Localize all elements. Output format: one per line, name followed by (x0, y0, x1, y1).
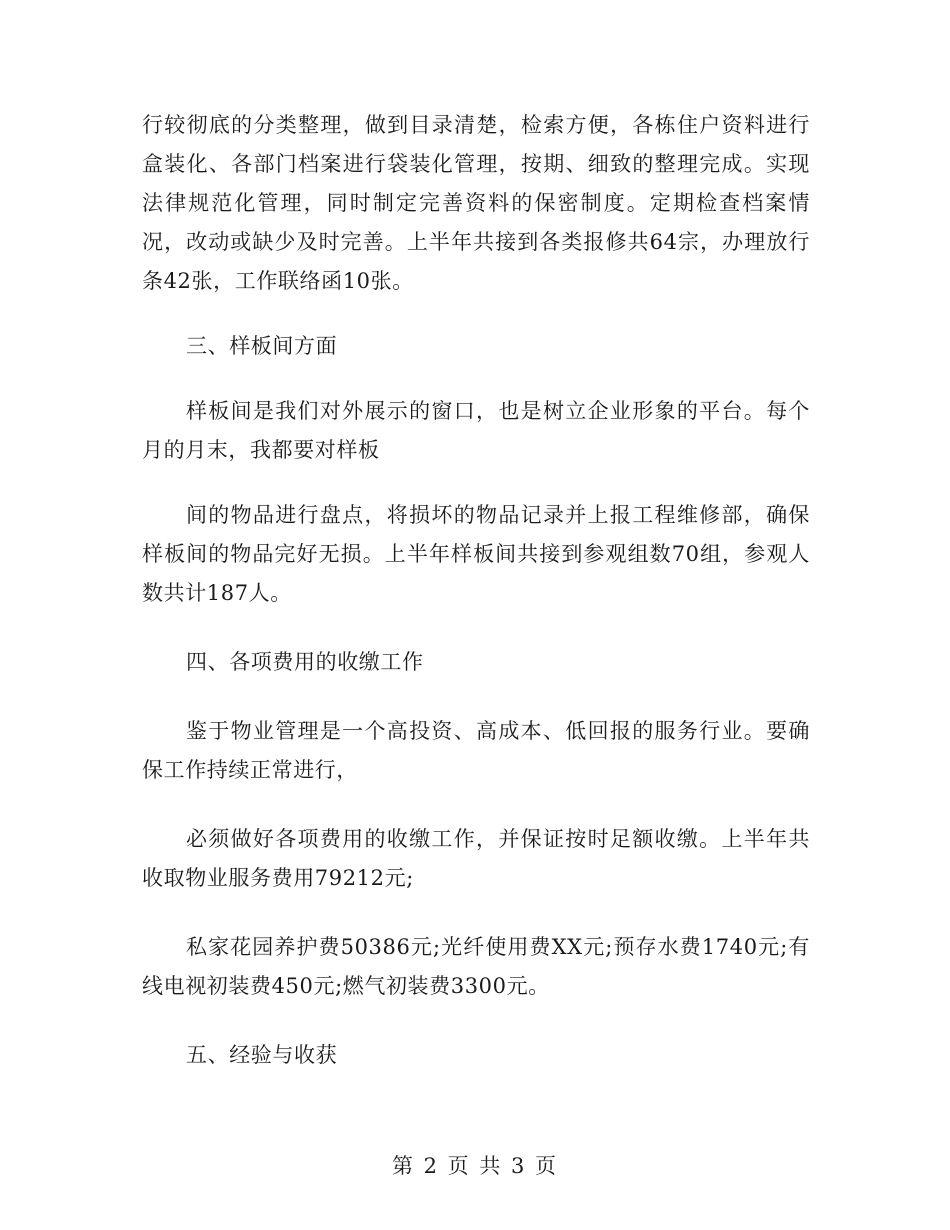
section-heading-fee-collection: 四、各项费用的收缴工作 (186, 650, 424, 674)
paragraph-model-room-inventory: 间的物品进行盘点，将损坏的物品记录并上报工程维修部，确保样板间的物品完好无损。上半年样板间共接到参观组数70组，参观人数共计187人。 (142, 503, 810, 605)
section-heading-experience: 五、经验与收获 (186, 1043, 338, 1067)
section-heading-model-room: 三、样板间方面 (186, 334, 338, 358)
page-number-footer: 第 2 页 共 3 页 (391, 1154, 559, 1178)
paragraph-archive-management: 行较彻底的分类整理，做到目录清楚，检索方便，各栋住户资料进行盒装化、各部门档案进行袋装化管理，按期、细致的整理完成。实现法律规范化管理，同时制定完善资料的保密制度。定期检查档案情况，改动或缺少及时完善。上半年共接到各类报修共64宗，办理放行条42张，工作联络函10张。 (142, 113, 810, 293)
paragraph-model-room-intro: 样板间是我们对外展示的窗口，也是树立企业形象的平台。每个月的月末，我都要对样板 (142, 399, 810, 462)
paragraph-fee-collection-total: 必须做好各项费用的收缴工作，并保证按时足额收缴。上半年共收取物业服务费用79212元; (142, 827, 810, 890)
paragraph-fee-breakdown: 私家花园养护费50386元;光纤使用费XX元;预存水费1740元;有线电视初装费450元;燃气初装费3300元。 (142, 935, 810, 998)
paragraph-fee-collection-intro: 鉴于物业管理是一个高投资、高成本、低回报的服务行业。要确保工作持续正常进行， (142, 719, 810, 782)
document-body (142, 106, 810, 1075)
